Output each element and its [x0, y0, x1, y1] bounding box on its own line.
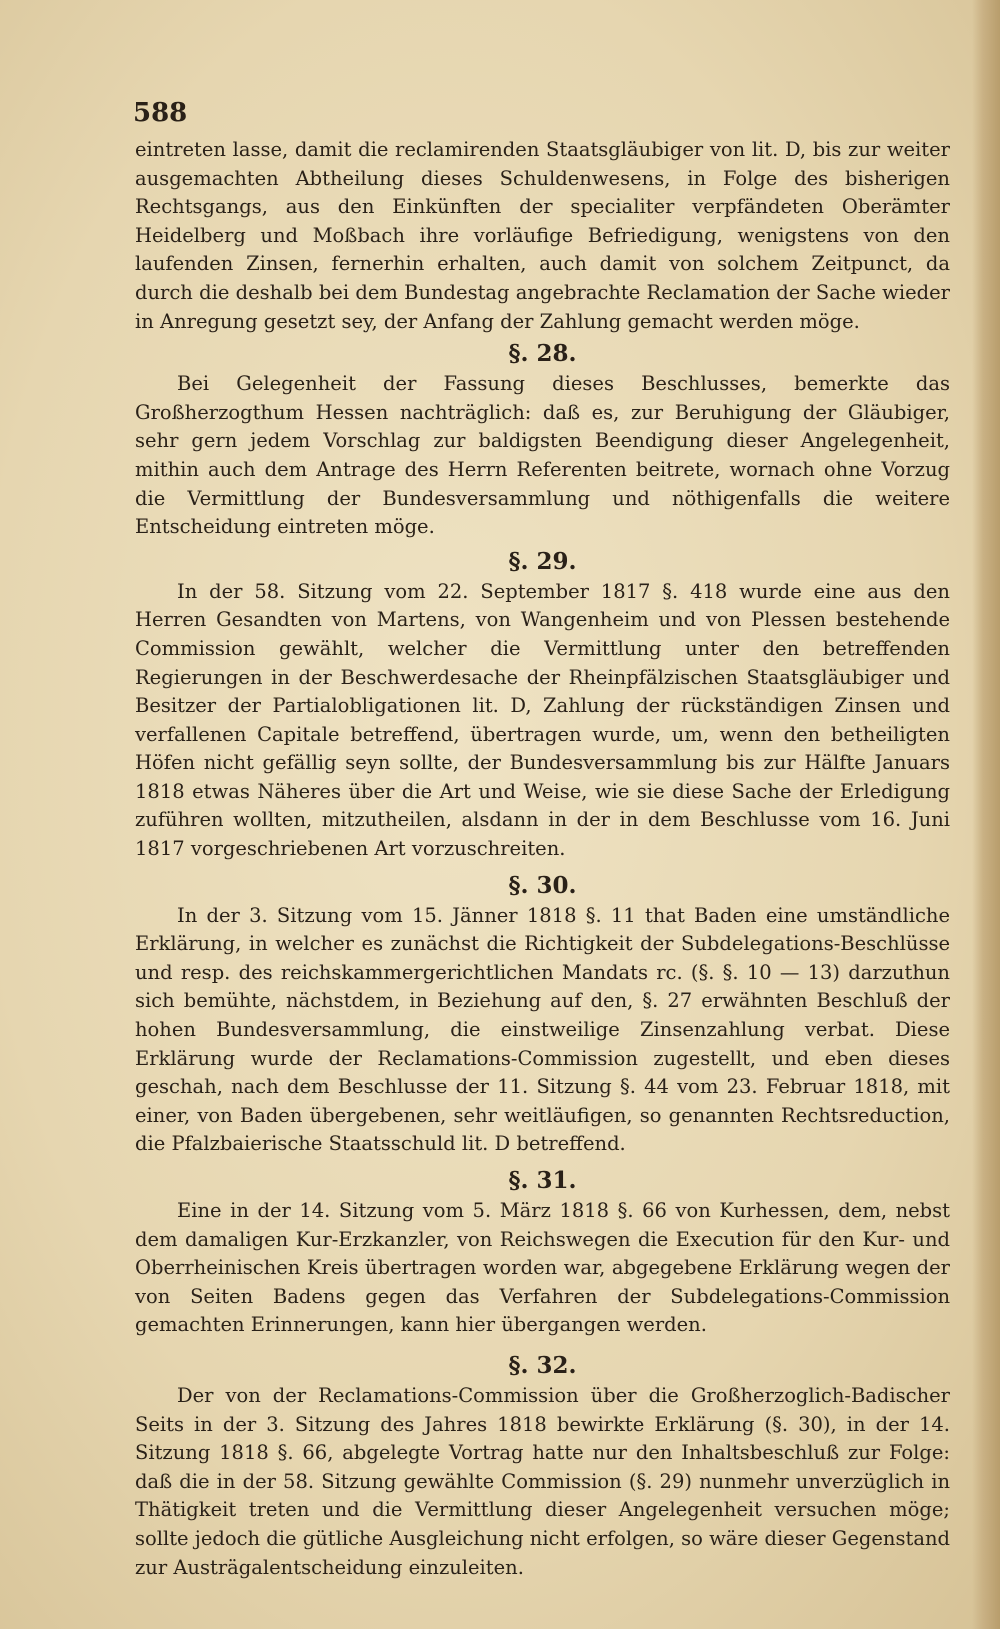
- paragraph-28: Bei Gelegenheit der Fassung dieses Beschlusses, bemerkte das Großherzogthum Hessen nachträglich: daß es, zur Beruhigung der Gläubiger, sehr gern jedem Vorschlag zur baldigsten Beendigung dieser Angelegenheit, mithin auch dem Antrage des Herrn Referenten beitrete, wornach ohne Vorzug die Vermittlung der Bundesversammlung und nöthigenfalls die weitere Entscheidung eintreten möge.: [135, 372, 950, 539]
- section-heading-28: §. 28.: [508, 340, 577, 368]
- section-heading-29: §. 29.: [508, 547, 577, 575]
- section-heading-31: §. 31.: [508, 1167, 577, 1194]
- paragraph-32: Der von der Reclamations-Commission über die Großherzoglich-Badischer Seits in der 3. Sitzung des Jahres 1818 bewirkte Erklärung (§. 30), in der 14. Sitzung 1818 §. 66, abgelegte Vortrag hatte nur den Inhaltsbeschluß zur Folge: daß die in der 58. Sitzung gewählte Commission (§. 29) nunmehr unverzüglich in Thätigkeit treten und die Vermittlung dieser Angelegenheit versuchen möge; sollte jedoch die gütliche Ausgleichung nicht erfolgen, so wäre dieser Gegenstand zur Austrägalentscheidung einzuleiten.: [135, 1383, 950, 1579]
- paragraph-30: In der 3. Sitzung vom 15. Jänner 1818 §. 11 that Baden eine umständliche Erklärung, in welcher es zunächst die Richtigkeit der Subdelegations-Beschlüsse und resp. des reichskammergerichtlichen Mandats rc. (§. §. 10 — 13) darzuthun sich bemühte, nächstdem, in Beziehung auf den, §. 27 erwähnten Beschluß der hohen Bundesversammlung, die einstweilige Zinsenzahlung verbat. Diese Erklärung wurde der Reclamations-Commission zugestellt, und eben dieses geschah, nach dem Beschlusse der 11. Sitzung §. 44 vom 23. Februar 1818, mit einer, von Baden übergebenen, sehr weitläufigen, so genannten Rechtsreduction, die Pfalzbaierische Staatsschuld lit. D betreffend.: [135, 903, 950, 1156]
- paragraph-31: Eine in der 14. Sitzung vom 5. März 1818 §. 66 von Kurhessen, dem, nebst dem damaligen Kur-Erzkanzler, von Reichswegen die Execution für den Kur- und Oberrheinischen Kreis übertragen worden war, abgegebene Erklärung wegen der von Seiten Badens gegen das Verfahren der Subdelegations-Commission gemachten Erinnerungen, kann hier übergangen werden.: [135, 1199, 950, 1337]
- section-heading-30: §. 30.: [508, 871, 577, 899]
- page-number: 588: [133, 98, 188, 128]
- page-edge: [972, 0, 1000, 1629]
- paragraph-29: In der 58. Sitzung vom 22. September 1817 §. 418 wurde eine aus den Herren Gesandten von Martens, von Wangenheim und von Plessen bestehende Commission gewählt, welcher die Vermittlung unter den betreffenden Regierungen in der Beschwerdesache der Rheinpfälzischen Staatsgläubiger und Besitzer der Partialobligationen lit. D, Zahlung der rückständigen Zinsen und verfallenen Capitale betreffend, übertragen wurde, um, wenn den betheiligten Höfen nicht gefällig seyn sollte, der Bundesversammlung bis zur Hälfte Januars 1818 etwas Näheres über die Art und Weise, wie sie diese Sache der Erledigung zuführen wollten, mitzutheilen, alsdann in der in dem Beschlusse vom 16. Juni 1817 vorgeschriebenen Art vorzuschreiten.: [135, 579, 950, 861]
- section-heading-32: §. 32.: [508, 1351, 577, 1379]
- paragraph-intro: eintreten lasse, damit die reclamirenden Staatsgläubiger von lit. D, bis zur weiter ausgemachten Abtheilung dieses Schuldenwesens, in Folge des bisherigen Rechtsgangs, aus den Einkünften der specialiter verpfändeten Oberämter Heidelberg und Moßbach ihre vorläufige Befriedigung, wenigstens von den laufenden Zinsen, fernerhin erhalten, auch damit von solchem Zeitpunct, da durch die deshalb bei dem Bundestag angebrachte Reclamation der Sache wieder in Anregung gesetzt sey, der Anfang der Zahlung gemacht werden möge.: [135, 138, 950, 333]
- page-body: [135, 136, 950, 1582]
